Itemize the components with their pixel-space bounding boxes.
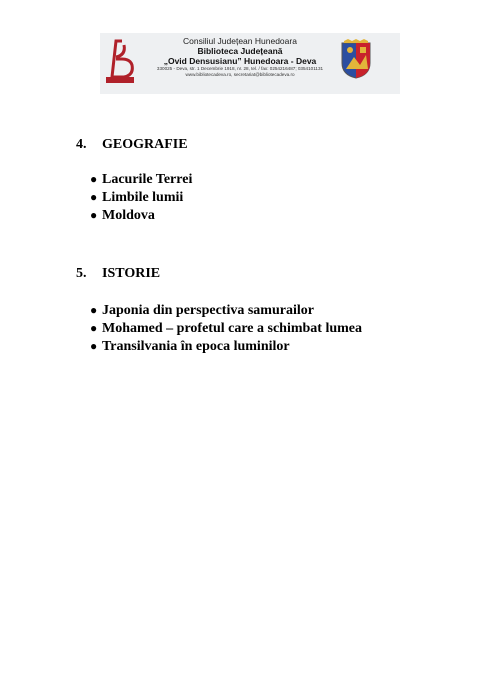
item-label: Limbile lumii bbox=[102, 190, 184, 205]
letterhead-text bbox=[130, 36, 350, 78]
section-heading bbox=[76, 136, 416, 154]
bullet-icon: ● bbox=[90, 321, 98, 335]
item-list bbox=[90, 301, 362, 355]
item-label: Moldova bbox=[102, 208, 155, 223]
section-geografie bbox=[76, 136, 416, 223]
library-address: 330025 - Deva, str. 1 Decembrie 1918, nr. 28, tel. / fax: 0254216487; 0354101131 bbox=[156, 66, 324, 71]
item-label: Lacurile Terrei bbox=[102, 172, 193, 187]
bullet-icon: ● bbox=[90, 303, 98, 317]
list-item bbox=[90, 319, 362, 337]
list-item bbox=[90, 301, 362, 319]
section-istorie bbox=[76, 265, 416, 354]
library-label: Biblioteca Județeană bbox=[197, 46, 283, 56]
list-item bbox=[90, 188, 192, 206]
item-list bbox=[90, 170, 192, 224]
county-crest-icon bbox=[340, 39, 372, 79]
bullet-icon: ● bbox=[90, 208, 98, 222]
list-item bbox=[90, 170, 192, 188]
section-title: GEOGRAFIE bbox=[102, 137, 188, 152]
item-label: Mohamed – profetul care a schimbat lumea bbox=[102, 321, 363, 336]
library-name: „Ovid Densusianu” Hunedoara - Deva bbox=[163, 56, 317, 66]
section-title: ISTORIE bbox=[102, 266, 161, 281]
list-item bbox=[90, 337, 362, 355]
item-label: Japonia din perspectiva samurailor bbox=[102, 303, 314, 318]
item-label: Transilvania în epoca luminilor bbox=[102, 339, 290, 354]
council-name: Consiliul Județean Hunedoara bbox=[183, 36, 297, 46]
section-number: 5. bbox=[76, 266, 87, 281]
bullet-icon: ● bbox=[90, 339, 98, 353]
bullet-icon: ● bbox=[90, 172, 98, 186]
bullet-icon: ● bbox=[90, 190, 98, 204]
section-heading bbox=[76, 265, 416, 283]
letterhead bbox=[100, 33, 400, 94]
section-number: 4. bbox=[76, 137, 87, 152]
list-item bbox=[90, 206, 192, 224]
library-contact: www.bibliotecadeva.ro, secretariat@bibliotecadeva.ro bbox=[185, 72, 295, 77]
